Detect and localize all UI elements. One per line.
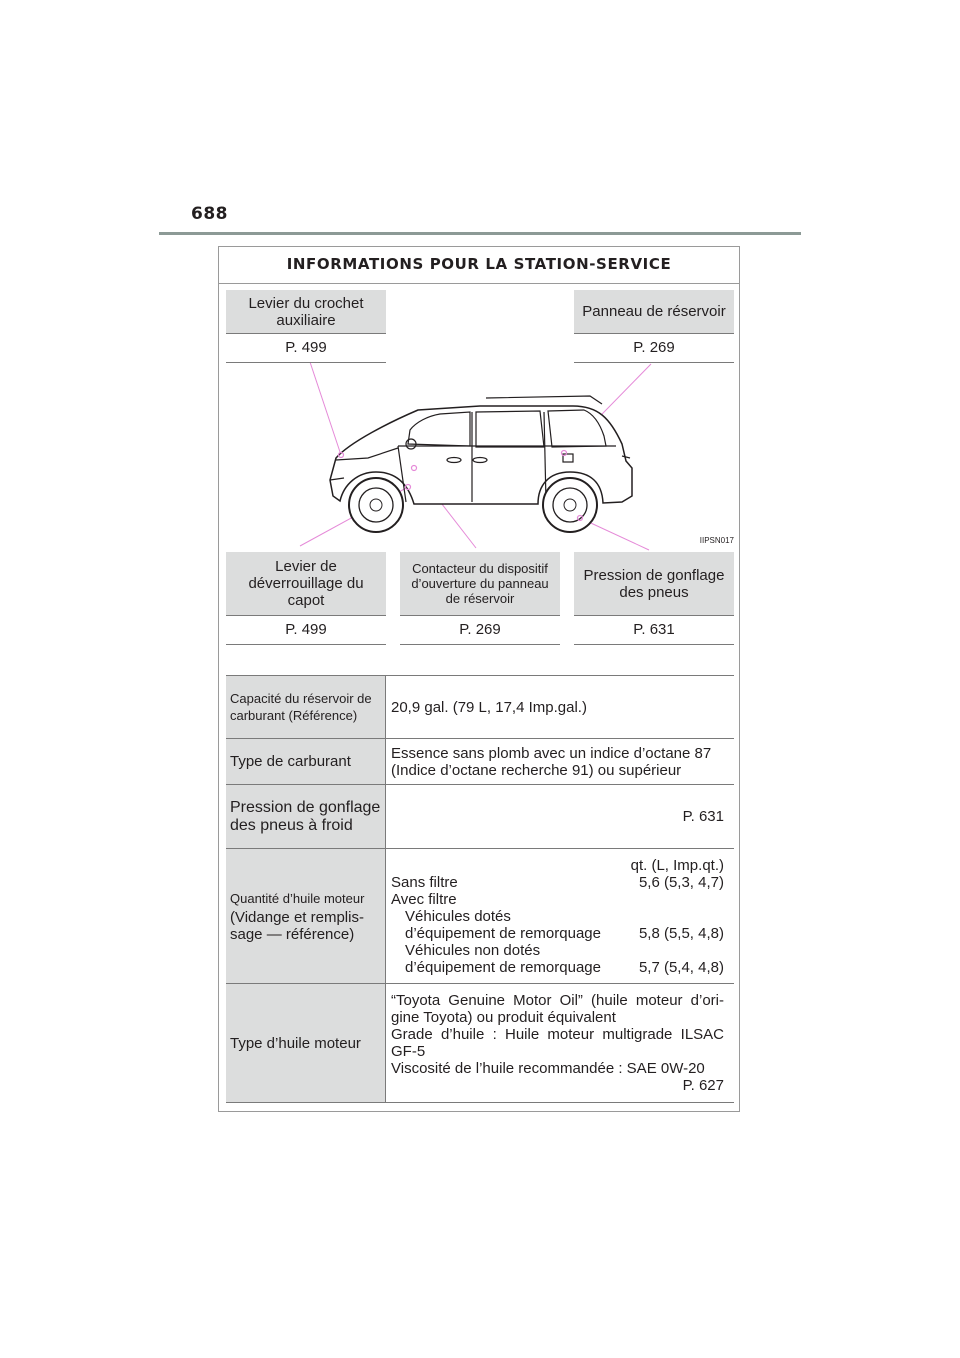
callout-fuel-opener-ref: P. 269	[400, 616, 560, 645]
oil-type-line-2: gine Toyota) ou produit équivalent	[391, 1009, 616, 1026]
oil-no-towing-label-1: Véhicules non dotés	[405, 941, 541, 959]
spec-row-tire-pressure	[226, 784, 734, 848]
oil-towing-label-2: d’équipement de remorquage	[405, 924, 601, 942]
fuel-type-label: Type de carburant	[226, 739, 386, 784]
page-number: 688	[191, 204, 228, 224]
callout-fuel-door-label: Panneau de réservoir	[574, 290, 734, 334]
oil-with-filter-label: Avec filtre	[391, 890, 457, 908]
oil-type-value	[386, 984, 734, 1102]
tire-pressure-ref: P. 631	[682, 808, 724, 825]
spec-table	[226, 675, 734, 1103]
oil-no-filter-line	[391, 874, 724, 891]
oil-type-ref: P. 627	[682, 1077, 724, 1094]
front-wheel	[349, 478, 403, 532]
callout-tire-pressure-label: Pression de gonflage des pneus	[574, 552, 734, 616]
oil-type-line-1: “Toyota Genuine Motor Oil” (huile moteur d’ori-	[391, 992, 724, 1009]
callout-tire-pressure-ref: P. 631	[574, 616, 734, 645]
oil-type-line-3: Grade d’huile : Huile moteur multigrade ILSAC	[391, 1026, 724, 1043]
fuel-capacity-label: Capacité du réservoir de carburant (Référence)	[226, 676, 386, 738]
oil-no-towing-label-2: d’équipement de remorquage	[405, 958, 601, 976]
oil-towing-value: 5,8 (5,5, 4,8)	[638, 924, 724, 942]
oil-type-line-5: Viscosité de l’huile recommandée : SAE 0W-20	[391, 1060, 705, 1077]
callout-fuel-opener-label: Contacteur du dispositif d’ouverture du panneau de réservoir	[400, 552, 560, 616]
callout-aux-hook-label: Levier du crochet auxiliaire	[226, 290, 386, 334]
oil-no-filter-value: 5,6 (5,3, 4,7)	[638, 873, 724, 891]
fuel-type-value	[386, 739, 734, 784]
oil-towing-line	[391, 925, 724, 942]
callout-aux-hook-ref: P. 499	[226, 334, 386, 363]
oil-quantity-unit: qt. (L, Imp.qt.)	[630, 856, 724, 874]
callout-hood-release-ref: P. 499	[226, 616, 386, 645]
fuel-type-text: Essence sans plomb avec un indice d’octane 87 (Indice d’octane recherche 91) ou supérieur	[391, 744, 712, 779]
callout-hood-release-label: Levier de déverrouillage du capot	[226, 552, 386, 616]
oil-quantity-value	[386, 849, 734, 983]
oil-no-towing-line	[391, 959, 724, 976]
fuel-capacity-value	[386, 676, 734, 738]
oil-quantity-label-sub: (Vidange et remplis-sage — référence)	[230, 908, 364, 943]
oil-quantity-label-main: Quantité d’huile moteur	[230, 890, 365, 906]
fuel-capacity-text: 20,9 gal. (79 L, 17,4 Imp.gal.)	[391, 698, 587, 716]
tire-pressure-value	[386, 785, 734, 848]
header-rule	[159, 232, 801, 235]
rear-wheel	[543, 478, 597, 532]
figure-code: IIPSN017	[699, 536, 734, 545]
spec-row-oil-quantity	[226, 848, 734, 983]
oil-type-line-4: GF-5	[391, 1043, 426, 1060]
panel-title: INFORMATIONS POUR LA STATION-SERVICE	[219, 247, 739, 284]
oil-quantity-label	[226, 849, 386, 983]
oil-no-towing-value: 5,7 (5,4, 4,8)	[638, 958, 724, 976]
spec-row-oil-type	[226, 983, 734, 1103]
oil-type-label: Type d’huile moteur	[226, 984, 386, 1102]
spec-row-fuel-type	[226, 738, 734, 784]
oil-towing-label-1: Véhicules dotés	[405, 907, 511, 925]
oil-no-filter-label: Sans filtre	[391, 873, 458, 891]
tire-pressure-label: Pression de gonflage des pneus à froid	[226, 785, 386, 848]
spec-row-fuel-capacity	[226, 675, 734, 738]
callout-fuel-door-ref: P. 269	[574, 334, 734, 363]
